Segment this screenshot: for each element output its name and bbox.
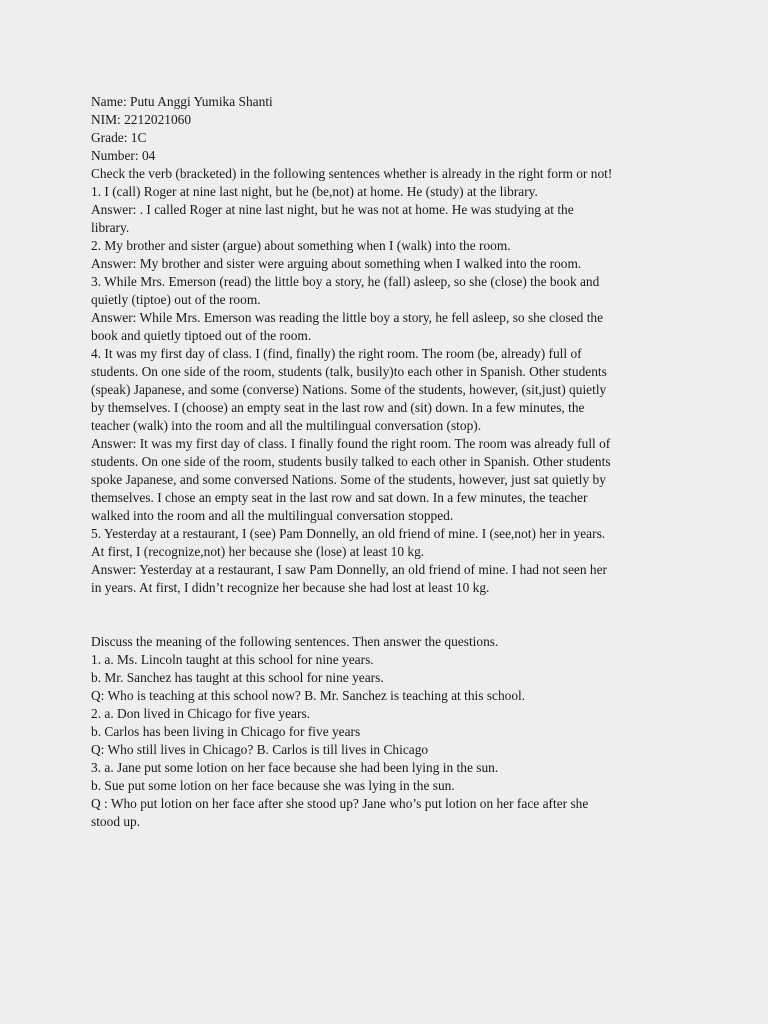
student-nim: NIM: 2212021060	[91, 112, 192, 127]
question-3-line-1: 3. While Mrs. Emerson (read) the little boy a story, he (fall) asleep, so she (close) the book and	[91, 274, 600, 289]
discussion-2a: 2. a. Don lived in Chicago for five years.	[91, 706, 311, 721]
discussion-1b: b. Mr. Sanchez has taught at this school for nine years.	[91, 670, 384, 685]
answer-5-line-1: Answer: Yesterday at a restaurant, I saw Pam Donnelly, an old friend of mine. I had not seen her	[91, 562, 608, 577]
section-spacer	[91, 597, 691, 633]
question-5-line-1: 5. Yesterday at a restaurant, I (see) Pam Donnelly, an old friend of mine. I (see,not) her in years.	[91, 526, 606, 541]
answer-4-line-5: walked into the room and all the multilingual conversation stopped.	[91, 508, 454, 523]
discussion-1a: 1. a. Ms. Lincoln taught at this school for nine years.	[91, 652, 374, 667]
answer-4-line-3: spoke Japanese, and some conversed Nations. Some of the students, however, just sat quietly by	[91, 472, 606, 487]
question-4-line-1: 4. It was my first day of class. I (find, finally) the right room. The room (be, already) full of	[91, 346, 582, 361]
section-verb-check	[91, 93, 691, 597]
student-name: Name: Putu Anggi Yumika Shanti	[91, 94, 273, 109]
instruction-2: Discuss the meaning of the following sentences. Then answer the questions.	[91, 634, 499, 649]
question-3-line-2: quietly (tiptoe) out of the room.	[91, 292, 261, 307]
answer-4-line-1: Answer: It was my first day of class. I finally found the right room. The room was already full of	[91, 436, 611, 451]
section-discussion	[91, 633, 691, 831]
student-grade: Grade: 1C	[91, 130, 147, 145]
question-4-line-3: (speak) Japanese, and some (converse) Nations. Some of the students, however, (sit,just) quietly	[91, 382, 607, 397]
question-2: 2. My brother and sister (argue) about something when I (walk) into the room.	[91, 238, 511, 253]
discussion-3a: 3. a. Jane put some lotion on her face because she had been lying in the sun.	[91, 760, 499, 775]
answer-3-line-1: Answer: While Mrs. Emerson was reading the little boy a story, he fell asleep, so she closed the	[91, 310, 604, 325]
question-4-line-2: students. On one side of the room, students (talk, busily)to each other in Spanish. Other students	[91, 364, 607, 379]
question-4-line-4: by themselves. I (choose) an empty seat in the last row and (sit) down. In a few minutes, the	[91, 400, 585, 415]
discussion-1-question: Q: Who is teaching at this school now? B. Mr. Sanchez is teaching at this school.	[91, 688, 526, 703]
instruction-1: Check the verb (bracketed) in the following sentences whether is already in the right form or not!	[91, 166, 613, 181]
student-number: Number: 04	[91, 148, 156, 163]
question-1: 1. I (call) Roger at nine last night, but he (be,not) at home. He (study) at the library.	[91, 184, 538, 199]
discussion-3-question-line-2: stood up.	[91, 814, 141, 829]
question-4-line-5: teacher (walk) into the room and all the multilingual conversation (stop).	[91, 418, 482, 433]
discussion-2-question: Q: Who still lives in Chicago? B. Carlos is till lives in Chicago	[91, 742, 429, 757]
answer-1-line-2: library.	[91, 220, 130, 235]
document-body	[91, 93, 691, 831]
answer-5-line-2: in years. At first, I didn’t recognize her because she had lost at least 10 kg.	[91, 580, 490, 595]
answer-4-line-4: themselves. I chose an empty seat in the last row and sat down. In a few minutes, the teacher	[91, 490, 588, 505]
discussion-3-question-line-1: Q : Who put lotion on her face after she stood up? Jane who’s put lotion on her face after she	[91, 796, 589, 811]
answer-1-line-1: Answer: . I called Roger at nine last night, but he was not at home. He was studying at the	[91, 202, 574, 217]
answer-2: Answer: My brother and sister were arguing about something when I walked into the room.	[91, 256, 582, 271]
question-5-line-2: At first, I (recognize,not) her because she (lose) at least 10 kg.	[91, 544, 425, 559]
answer-3-line-2: book and quietly tiptoed out of the room.	[91, 328, 312, 343]
discussion-2b: b. Carlos has been living in Chicago for five years	[91, 724, 361, 739]
discussion-3b: b. Sue put some lotion on her face because she was lying in the sun.	[91, 778, 455, 793]
answer-4-line-2: students. On one side of the room, students busily talked to each other in Spanish. Other students	[91, 454, 611, 469]
